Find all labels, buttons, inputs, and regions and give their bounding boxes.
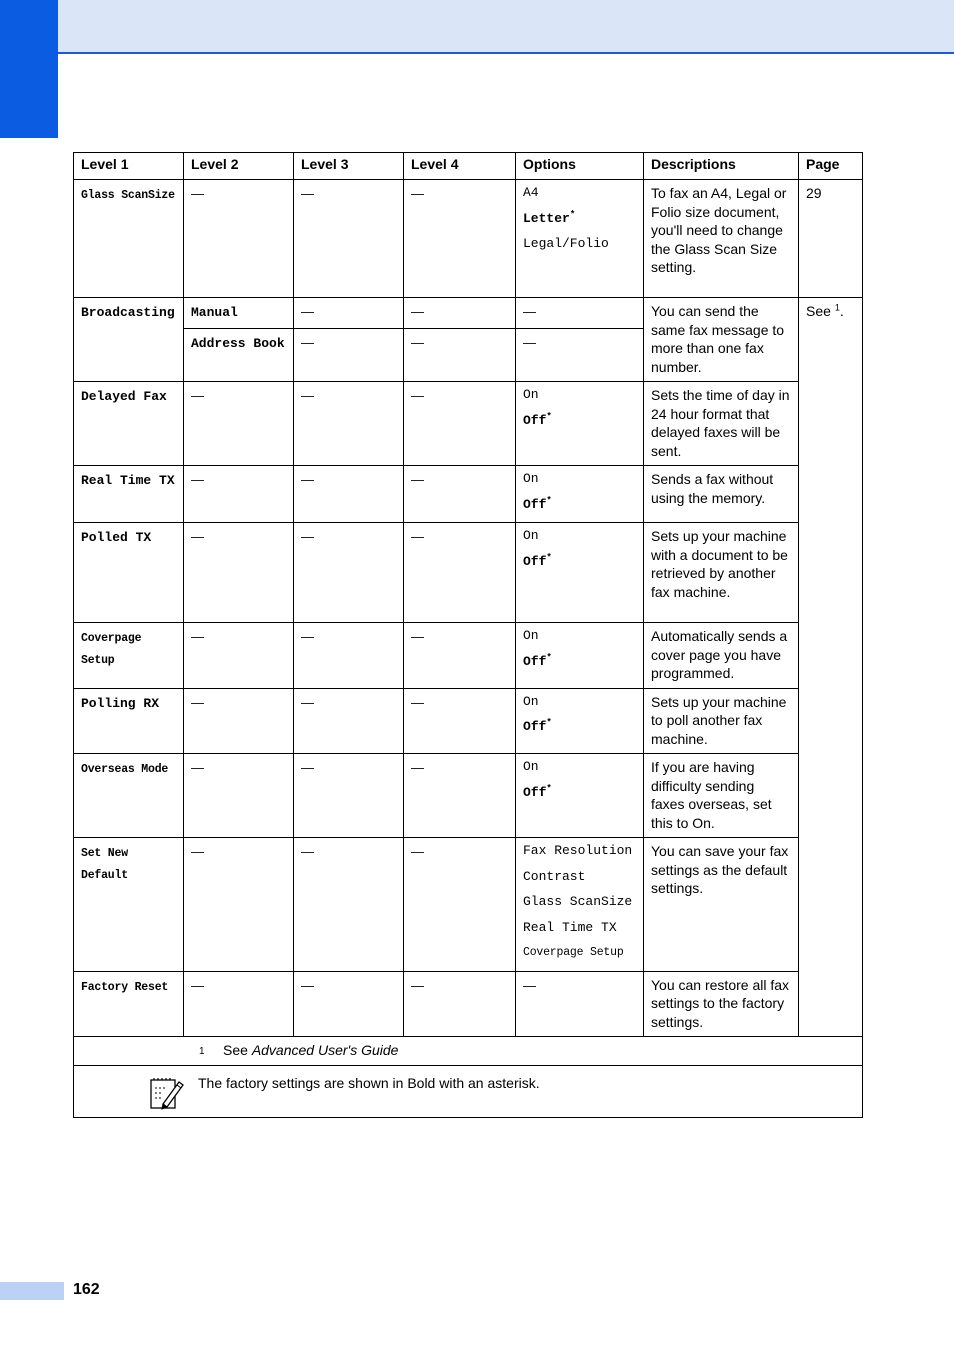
page-number-bar [0,1282,64,1300]
option-contrast: Contrast [523,868,586,884]
description-realtime: Sends a fax without using the memory. [644,466,799,523]
header-level1: Level 1 [74,153,184,180]
option-off-default [523,780,636,806]
description-broadcasting: You can send the same fax message to more than one fax number. [644,298,799,382]
header-descriptions: Descriptions [644,153,799,180]
dash: — [191,388,204,403]
dash: — [191,760,204,775]
level1-delayed-fax: Delayed Fax [81,389,167,404]
dash: — [411,472,424,487]
option-a4: A4 [523,185,539,200]
dash: — [411,186,424,201]
dash: — [301,388,314,403]
dash: — [191,529,204,544]
option-text: Off [523,412,547,428]
description-delayed: Sets the time of day in 24 hour format that delayed faxes will be sent. [644,382,799,466]
option-text: Off [523,653,547,669]
table-row [74,754,863,838]
page-see: See [806,303,831,319]
table-row [74,466,863,523]
description-overseas: If you are having difficulty sending faxes overseas, set this to On. [644,754,799,838]
description-glass: To fax an A4, Legal or Folio size document, you'll need to change the Glass Scan Size setting. [644,180,799,298]
default-asterisk: * [569,209,576,220]
level1-broadcasting: Broadcasting [81,305,175,320]
option-text: Off [523,784,547,800]
default-asterisk: * [546,652,552,663]
dash: — [523,335,536,351]
option-on: On [523,387,539,402]
level1-glass-scansize: Glass ScanSize [81,189,175,202]
dash: — [411,694,424,710]
option-on: On [523,628,539,643]
option-text: Off [523,719,547,734]
dash: — [301,472,314,487]
chapter-tab [0,0,58,138]
dash: — [411,844,424,859]
table-row [74,523,863,623]
description-setdefault: You can save your fax settings as the default settings. [644,838,799,972]
dash: — [301,304,314,319]
dash: — [191,844,204,859]
level1-polling-rx: Polling RX [81,695,160,711]
table-row [74,298,863,329]
level1-real-time-tx: Real Time TX [81,473,175,488]
default-asterisk: * [546,717,552,728]
option-on: On [523,471,539,486]
option-off-default [523,714,636,740]
dash: — [411,760,424,775]
level1-polled-tx: Polled TX [81,530,152,545]
option-text: Letter [523,210,570,226]
page-glass: 29 [799,180,863,298]
description-coverpage: Automatically sends a cover page you have programmed. [644,623,799,689]
dash: — [523,304,536,319]
option-real-time-tx: Real Time TX [523,919,617,935]
option-fax-resolution: Fax Resolution [523,843,633,858]
option-text: Off [523,553,547,569]
dash: — [411,977,424,993]
header-options: Options [516,153,644,180]
dash: — [191,186,204,201]
note-pencil-icon [149,1076,185,1115]
option-glass-scansize: Glass ScanSize [523,894,633,909]
table-row [74,382,863,466]
default-asterisk: * [546,552,552,563]
footnote [81,1041,855,1060]
header-level3: Level 3 [294,153,404,180]
level1-factory-reset: Factory Reset [81,980,169,994]
dash: — [411,529,424,544]
header-page: Page [799,153,863,180]
dash: — [411,629,424,644]
option-letter-default [523,206,636,232]
footnote-title: Advanced User's Guide [251,1042,399,1058]
note [81,1070,855,1112]
page-period: . [839,303,844,319]
option-off-default [523,408,636,434]
table-row [74,688,863,754]
table-header-row [74,153,863,180]
footnote-number: 1 [199,1046,205,1057]
option-off-default [523,492,636,518]
option-on: On [523,528,539,543]
option-on: On [523,759,539,774]
dash: — [301,529,314,544]
dash: — [301,694,314,710]
level1-coverpage-setup: Coverpage Setup [81,632,142,667]
fax-menu-table [73,152,863,1118]
level1-set-new-default: Set New Default [81,847,128,882]
table-row [74,838,863,972]
dash: — [191,629,204,644]
footnote-row [74,1037,863,1066]
dash: — [301,186,314,201]
default-asterisk: * [546,411,552,422]
option-off-default [523,549,636,575]
option-legal-folio: Legal/Folio [523,236,609,251]
option-text: Off [523,496,547,512]
footnote-ref: 1 [834,302,840,313]
dash: — [191,694,204,710]
level2-manual: Manual [191,305,238,320]
dash: — [411,304,424,319]
dash: — [301,629,314,644]
table-row [74,180,863,298]
page-number: 162 [73,1281,100,1298]
description-pollingrx: Sets up your machine to poll another fax machine. [644,688,799,754]
dash: — [301,335,314,351]
dash: — [301,977,314,993]
level1-overseas-mode: Overseas Mode [81,763,169,776]
table-row [74,623,863,689]
note-row [74,1065,863,1117]
option-on: On [523,693,539,709]
table-row [74,971,863,1037]
default-asterisk: * [546,783,552,794]
header-level4: Level 4 [404,153,516,180]
dash: — [411,335,424,351]
dash: — [191,472,204,487]
level2-address-book: Address Book [191,336,285,352]
description-factory: You can restore all fax settings to the factory settings. [644,971,799,1037]
option-coverpage-setup: Coverpage Setup [523,946,624,959]
header-band [58,0,954,54]
dash: — [523,977,536,993]
dash: — [191,977,204,993]
header-level2: Level 2 [184,153,294,180]
note-text: The factory settings are shown in Bold with an asterisk. [198,1074,540,1091]
option-off-default [523,649,636,675]
default-asterisk: * [546,495,552,506]
dash: — [301,760,314,775]
description-polled: Sets up your machine with a document to be retrieved by another fax machine. [644,523,799,623]
dash: — [301,844,314,859]
footnote-prefix: See [223,1042,248,1058]
dash: — [411,388,424,403]
page-broadcasting [799,298,863,1037]
